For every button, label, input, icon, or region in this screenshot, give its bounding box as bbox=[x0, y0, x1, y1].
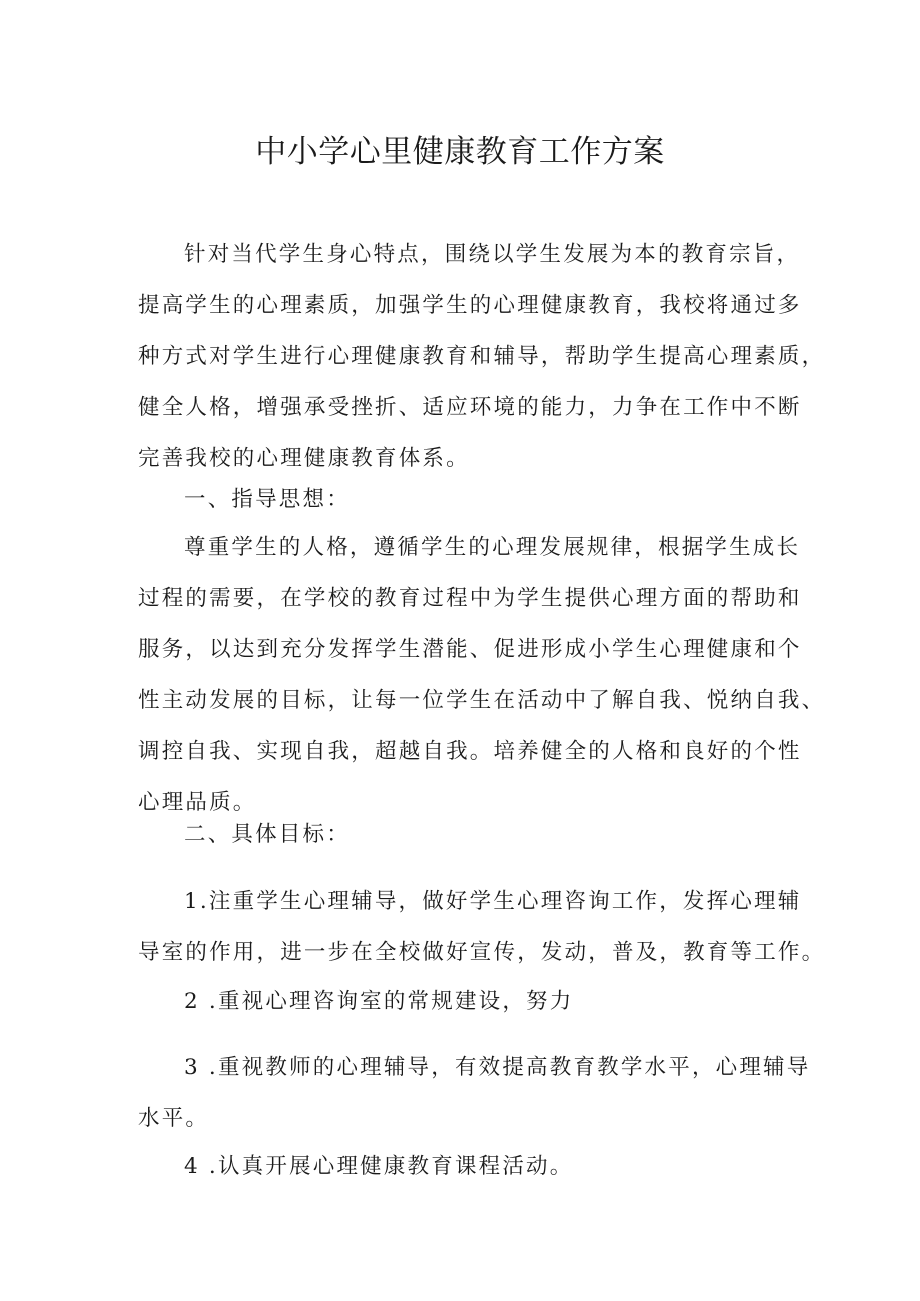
section1-line: 过程的需要，在学校的教育过程中为学生提供心理方面的帮助和 bbox=[138, 586, 802, 611]
intro-line: 健全人格，增强承受挫折、适应环境的能力，力争在工作中不断 bbox=[138, 395, 802, 420]
section1-heading: 一、指导思想： bbox=[184, 487, 350, 512]
goal-item-4: 4 .认真开展心理健康教育课程活动。 bbox=[184, 1154, 574, 1179]
goal-item-1 bbox=[138, 876, 826, 978]
intro-paragraph bbox=[138, 229, 826, 484]
intro-line: 种方式对学生进行心理健康教育和辅导，帮助学生提高心理素质， bbox=[138, 344, 826, 369]
intro-line: 针对当代学生身心特点，围绕以学生发展为本的教育宗旨， bbox=[184, 242, 801, 267]
section1-line: 调控自我、实现自我，超越自我。培养健全的人格和良好的个性 bbox=[138, 739, 802, 764]
goal-item-3-line: 水平。 bbox=[138, 1106, 210, 1131]
document-title: 中小学心里健康教育工作方案 bbox=[255, 134, 665, 170]
section1-line: 尊重学生的人格，遵循学生的心理发展规律，根据学生成长 bbox=[184, 535, 801, 560]
goal-item-1-line: 1.注重学生心理辅导，做好学生心理咨询工作，发挥心理辅 bbox=[184, 889, 802, 914]
section1-paragraph bbox=[138, 522, 826, 828]
section1-line: 心理品质。 bbox=[138, 790, 257, 815]
section1-line: 服务，以达到充分发挥学生潜能、促进形成小学生心理健康和个 bbox=[138, 637, 802, 662]
intro-line: 提高学生的心理素质，加强学生的心理健康教育，我校将通过多 bbox=[138, 293, 802, 318]
goal-item-1-line: 导室的作用，进一步在全校做好宣传，发动，普及，教育等工作。 bbox=[138, 940, 826, 965]
section1-line: 性主动发展的目标，让每一位学生在活动中了解自我、悦纳自我、 bbox=[138, 688, 826, 713]
goal-item-3 bbox=[138, 1042, 811, 1144]
intro-line: 完善我校的心理健康教育体系。 bbox=[138, 446, 470, 471]
goal-item-2: 2 .重视心理咨询室的常规建设，努力 bbox=[184, 989, 574, 1014]
goal-item-3-line: 3 .重视教师的心理辅导，有效提高教育教学水平，心理辅导 bbox=[184, 1055, 811, 1080]
section2-heading: 二、具体目标： bbox=[184, 822, 350, 847]
